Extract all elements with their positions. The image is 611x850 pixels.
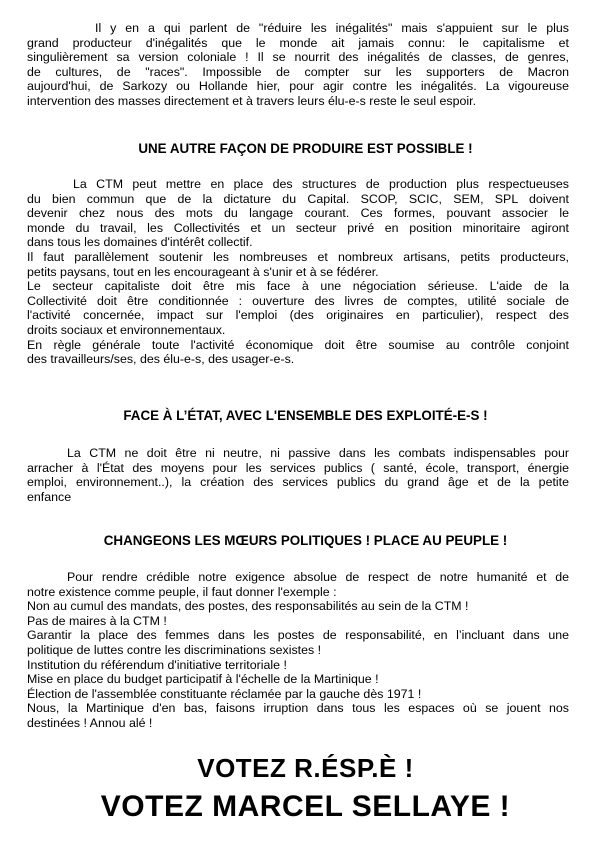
text-line: La CTM ne doit être ni neutre, ni passive dans les combats indispensables pour [67,446,569,460]
text-line: Collectivité doit être conditionnée : ouverture des livres de comptes, utilité sociale de [27,293,569,308]
text-line: Il faut parallèlement soutenir les nombreuses et nombreux artisans, petits producteurs, [27,249,569,264]
text-line: l'activité concernée, impact sur l'emploi (des originaires en particulier), respect des [27,308,569,323]
text-line: de cultures, de "races". Impossible de compter sur les supporters de Macron [27,64,569,79]
section-etat-paragraph [27,446,569,504]
text-line: Pour rendre crédible notre exigence absolue de respect de notre humanité et de [67,570,569,584]
section-moeurs-paragraph [27,570,569,731]
text-line: singulièrement sa version coloniale ! Il se nourrit des inégalités de classes, de genres, [27,50,569,65]
text-line: du bien commun que de la dictature du Capital. SCOP, SCIC, SEM, SPL doivent [27,191,569,206]
text-line: destinées ! Annou alé ! [27,715,153,730]
text-line: En règle générale toute l'activité économique doit être soumise au contrôle conjoint [27,337,569,352]
vote-slogan-candidate: VOTEZ MARCEL SELLAYE ! [100,790,511,823]
text-line: Non au cumul des mandats, des postes, des responsabilités au sein de la CTM ! [27,599,469,614]
section-heading-moeurs: CHANGEONS LES MŒURS POLITIQUES ! PLACE AU PEUPLE ! [103,533,508,548]
text-line: Institution du référendum d'initiative territoriale ! [27,657,287,672]
intro-paragraph [27,21,569,109]
text-line: Mise en place du budget participatif à l'échelle de la Martinique ! [27,672,379,687]
text-line: monde du travail, les Collectivités et un secteur privé en position minoritaire agiront [27,220,569,235]
text-line: des travailleurs/ses, des élu-e-s, des usager-e-s. [27,352,295,367]
text-line: petits paysans, tout en les encourageant à s'unir et à se fédérer. [27,264,379,279]
section-heading-production: UNE AUTRE FAÇON DE PRODUIRE EST POSSIBLE ! [138,141,473,156]
text-line: Élection de l'assemblée constituante réclamée par la gauche dès 1971 ! [27,686,422,701]
text-line: grand producteur d'inégalités que le monde ait jamais connu: le capitalisme et [27,35,569,50]
text-line: dans tous les domaines d'intérêt collectif. [27,235,253,250]
text-line: devenir chez nous des mots du langage courant. Ces formes, pouvant associer le [27,206,569,221]
text-line: droits sociaux et environnementaux. [27,322,226,337]
section-heading-etat: FACE À L’ÉTAT, AVEC L'ENSEMBLE DES EXPLOITÉ-E-S ! [123,408,488,423]
text-line: Nous, la Martinique d'en bas, faisons irruption dans tous les espaces où se jouent nos [27,701,569,716]
text-line: arracher à l'État des moyens pour les services publics ( santé, école, transport, énergie [27,460,569,475]
vote-slogan-party: VOTEZ R.ÉSP.È ! [197,753,414,783]
text-line: Le secteur capitaliste doit être mis face à une négociation sérieuse. L'aide de la [27,279,569,294]
text-line: Il y en a qui parlent de "réduire les inégalités" mais s'appuient sur le plus [95,21,569,35]
text-line: notre existence comme peuple, il faut donner l'exemple : [27,584,337,599]
text-line: La CTM peut mettre en place des structures de production plus respectueuses [73,177,569,191]
text-line: aujourd'hui, de Sarkozy ou Hollande hier, pour agir contre les inégalités. La vigoureuse [27,79,569,94]
text-line: politique de luttes contre les discriminations sexistes ! [27,642,322,657]
text-line: intervention des masses directement et à travers leurs élu-e-s reste le seul espoir. [27,93,477,108]
text-line: emploi, environnement..), la création des services publics du grand âge et de la petite [27,475,569,490]
text-line: Pas de maires à la CTM ! [27,613,167,628]
text-line: enfance [27,489,72,504]
section-production-paragraph [27,177,569,367]
text-line: Garantir la place des femmes dans les postes de responsabilité, en l’incluant dans une [27,628,569,643]
